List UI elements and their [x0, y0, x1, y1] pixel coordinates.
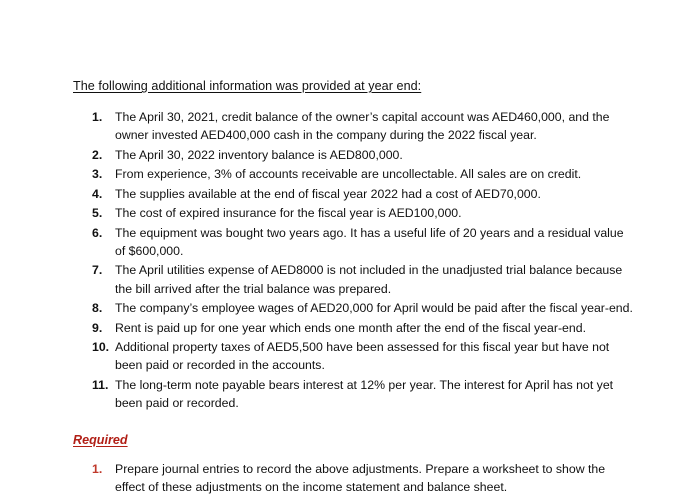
required-item — [0, 460, 700, 496]
list-item — [0, 204, 635, 222]
item-text: Additional property taxes of AED5,500 have been assessed for this fiscal year but have not been paid or recorded in the accounts. — [115, 340, 610, 373]
item-number: 11. — [92, 377, 109, 392]
list-item — [0, 108, 635, 144]
list-item — [0, 165, 635, 183]
list-item — [0, 261, 635, 297]
required-item-number: 1. — [92, 462, 103, 476]
list-item — [0, 376, 635, 412]
item-text: The April 30, 2021, credit balance of the owner’s capital account was AED460,000, and the owner invested AED400,000 cash in the company during the 2022 fiscal year. — [115, 110, 610, 143]
adjustments-list — [0, 108, 700, 414]
item-number: 2. — [92, 147, 103, 162]
item-number: 5. — [92, 206, 103, 221]
item-text: The April 30, 2022 inventory balance is AED800,000. — [115, 147, 403, 162]
list-item — [0, 299, 635, 317]
item-text: Rent is paid up for one year which ends one month after the end of the fiscal year-end. — [115, 320, 586, 335]
item-text: The April utilities expense of AED8000 is not included in the unadjusted trial balance because the bill arrived after the trial balance was prepared. — [115, 263, 623, 296]
section-heading: The following additional information was provided at year end: — [73, 79, 422, 93]
item-number: 3. — [92, 167, 103, 182]
item-number: 1. — [92, 110, 103, 124]
item-text: The long-term note payable bears interest at 12% per year. The interest for April has not yet been paid or recorded. — [115, 377, 614, 411]
item-text: The cost of expired insurance for the fiscal year is AED100,000. — [115, 206, 462, 221]
item-text: The company’s employee wages of AED20,000 for April would be paid after the fiscal year-end. — [115, 301, 633, 316]
item-number: 7. — [92, 263, 103, 278]
item-number: 4. — [92, 186, 103, 201]
item-number: 6. — [92, 225, 103, 240]
item-number: 8. — [92, 301, 103, 316]
item-text: From experience, 3% of accounts receivable are uncollectable. All sales are on credit. — [115, 167, 582, 182]
list-item — [0, 185, 635, 203]
item-text: The equipment was bought two years ago. It has a useful life of 20 years and a residual value of $600,000. — [115, 225, 624, 258]
list-item — [0, 146, 635, 164]
item-number: 10. — [92, 340, 110, 355]
list-item — [0, 319, 635, 337]
item-text: The supplies available at the end of fiscal year 2022 had a cost of AED70,000. — [115, 186, 541, 201]
required-item-text: Prepare journal entries to record the above adjustments. Prepare a worksheet to show the effect of these adjustments on the income statement and balance sheet. — [115, 462, 606, 495]
required-heading: Required — [73, 433, 128, 447]
item-number: 9. — [92, 320, 103, 335]
list-item — [0, 338, 635, 374]
list-item — [0, 224, 635, 260]
